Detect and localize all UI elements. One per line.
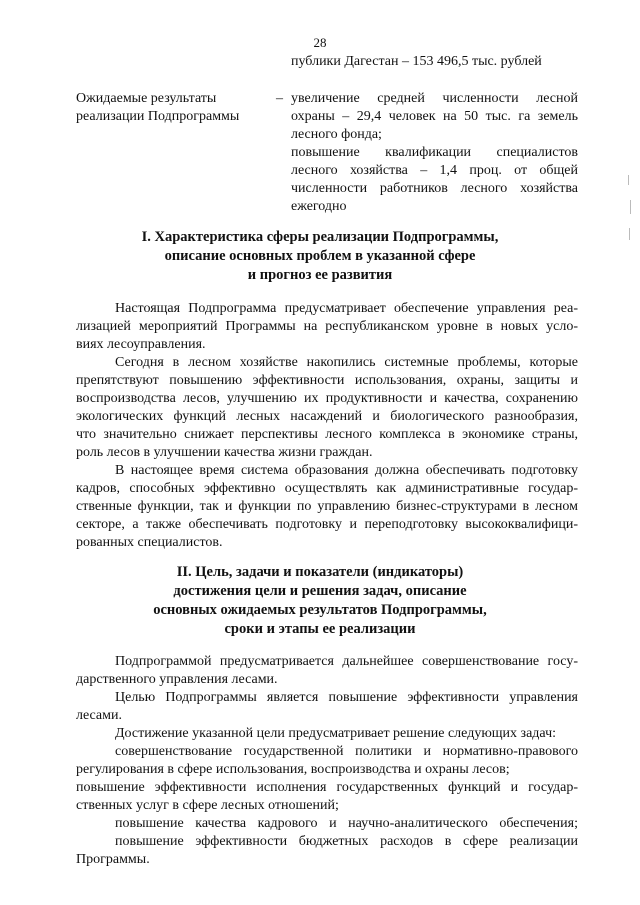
section2-text-line: ственных услуг в сфере лесных отношений; — [76, 798, 339, 813]
section2-heading: основных ожидаемых результатов Подпрограммы, — [153, 602, 487, 618]
expected-results-value: повышение квалификации специалистов — [291, 145, 578, 160]
section1-text-line: рованных специалистов. — [76, 535, 223, 550]
section1-heading: описание основных проблем в указанной сфере — [164, 248, 476, 264]
scan-artifact — [628, 175, 629, 185]
section1-text-line: роль лесов в улучшении качества жизни граждан. — [76, 445, 373, 460]
section2-text-line: Программы. — [76, 852, 150, 867]
section2-text-line: Достижение указанной цели предусматривает решение следующих задач: — [115, 726, 556, 741]
section2-text-line: Целью Подпрограммы является повышение эффективности управления — [115, 690, 578, 705]
section2-text-line: Подпрограммой предусматривается дальнейшее совершенствование госу- — [115, 654, 578, 669]
section1-text-line: экологических функций лесных насаждений и биологического разнообразия, — [76, 409, 578, 424]
section2-heading: достижения цели и решения задач, описание — [173, 583, 467, 599]
section1-text-line: воспроизводства лесов, улучшению их продуктивности и качества, сохранению — [76, 391, 578, 406]
section2-text-line: повышение эффективности исполнения государственных функций и государ- — [76, 780, 578, 795]
page-number: 28 — [313, 35, 327, 50]
expected-results-value: охраны – 29,4 человек на 50 тыс. га земель — [291, 109, 578, 124]
expected-results-label: реализации Подпрограммы — [76, 109, 240, 124]
section2-text-line: лесами. — [76, 708, 122, 723]
section2-text-line: дарственного управления лесами. — [76, 672, 278, 687]
expected-results-value: увеличение средней численности лесной — [291, 91, 578, 106]
section2-heading: сроки и этапы ее реализации — [224, 621, 416, 637]
section2-text-line: повышение эффективности бюджетных расходов в сфере реализации — [115, 834, 578, 849]
expected-results-label: Ожидаемые результаты — [76, 91, 217, 106]
section1-heading: I. Характеристика сферы реализации Подпрограммы, — [141, 229, 499, 245]
section2-heading: II. Цель, задачи и показатели (индикаторы) — [176, 564, 464, 580]
section1-text-line: кадров, способных эффективно осуществлять как административные государ- — [76, 481, 578, 496]
section1-heading: и прогноз ее развития — [247, 267, 393, 283]
scan-artifact — [629, 228, 630, 240]
section1-text-line: виях лесоуправления. — [76, 337, 206, 352]
section1-text-line: лизацией мероприятий Программы на республиканском уровне в новых усло- — [76, 319, 578, 334]
section1-text-line: Настоящая Подпрограмма предусматривает обеспечение управления реа- — [115, 301, 578, 316]
section2-text-line: регулирования в сфере использования, воспроизводства и охраны лесов; — [76, 762, 510, 777]
section1-text-line: что значительно снижает перспективы лесного комплекса в экономике страны, — [76, 427, 578, 442]
section2-text-line: совершенствование государственной политики и нормативно-правового — [115, 744, 578, 759]
section1-text-line: В настоящее время система образования должна обеспечивать подготовку — [115, 463, 578, 478]
expected-results-value: численности работников лесного хозяйства — [291, 181, 578, 196]
section1-text-line: секторе, а также обеспечивать подготовку и переподготовку высококвалифици- — [76, 517, 578, 532]
section2-text-line: повышение качества кадрового и научно-аналитического обеспечения; — [115, 816, 578, 831]
expected-results-value: лесного фонда; — [291, 127, 382, 142]
section1-text-line: препятствуют повышению эффективности использования, охраны, защиты и — [76, 373, 578, 388]
header-line: публики Дагестан – 153 496,5 тыс. рублей — [291, 54, 542, 69]
expected-results-value: лесного хозяйства – 1,4 проц. от общей — [291, 163, 578, 178]
expected-results-value: ежегодно — [291, 199, 347, 214]
scan-artifact — [630, 200, 631, 214]
expected-results-dash: – — [276, 91, 283, 106]
section1-text-line: ственные функции, так и функции по управлению бизнес-структурами в лесном — [76, 499, 578, 514]
section1-text-line: Сегодня в лесном хозяйстве накопились системные проблемы, которые — [115, 355, 578, 370]
